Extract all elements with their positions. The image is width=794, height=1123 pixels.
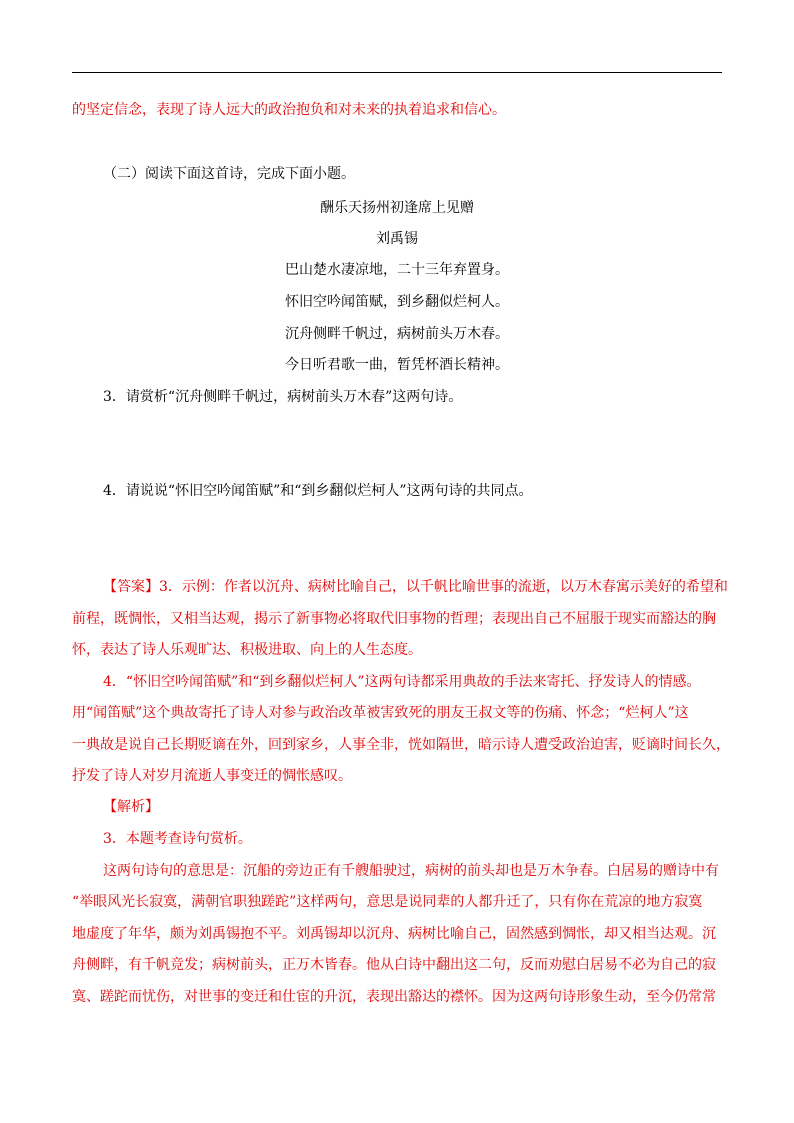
answer-line: 怀，表达了诗人乐观旷达、积极进取、向上的人生态度。 xyxy=(72,642,422,658)
poem-line: 今日听君歌一曲，暂凭杯酒长精神。 xyxy=(285,357,509,373)
answer-line: 用“闻笛赋”这个典故寄托了诗人对参与政治改革被害致死的朋友王叔文等的伤痛、怀念；“烂柯人”这 xyxy=(72,705,689,721)
answer-first-line xyxy=(103,577,728,597)
analysis-line: 地虚度了年华，颇为刘禹锡抱不平。刘禹锡却以沉舟、病树比喻自己，固然感到惆怅，却又相当达观。沉 xyxy=(72,926,716,942)
analysis-line: 3．本题考查诗句赏析。 xyxy=(103,831,252,847)
analysis-line: 这两句诗句的意思是：沉船的旁边正有千艘船驶过，病树的前头却也是万木争春。白居易的赠诗中有 xyxy=(103,863,719,879)
answer-line: 前程，既惆怅，又相当达观，揭示了新事物必将取代旧事物的哲理；表现出自己不屈服于现实而豁达的胸 xyxy=(72,611,716,627)
analysis-line: 寞、蹉跎而忧伤，对世事的变迁和仕宦的升沉，表现出豁达的襟怀。因为这两句诗形象生动，至今仍常常 xyxy=(72,989,716,1005)
answer-line: 抒发了诗人对岁月流逝人事变迁的惆怅感叹。 xyxy=(72,768,352,784)
poem-author: 刘禹锡 xyxy=(376,231,418,247)
analysis-line: “举眼风光长寂寞，满朝官职独蹉跎”这样两句，意思是说同辈的人都升迁了，只有你在荒凉的地方寂寞 xyxy=(72,894,703,910)
answer-line: 一典故是说自己长期贬谪在外，回到家乡，人事全非，恍如隔世，暗示诗人遭受政治迫害，贬谪时间长久， xyxy=(72,737,730,753)
analysis-label: 【解析】 xyxy=(103,799,159,815)
answer-label: 【答案】 xyxy=(103,579,159,595)
question-3: 3．请赏析“沉舟侧畔千帆过，病树前头万木春”这两句诗。 xyxy=(103,389,463,405)
answer-line: 4．“怀旧空吟闻笛赋”和“到乡翻似烂柯人”这两句诗都采用典故的手法来寄托、抒发诗人的情感。 xyxy=(103,674,701,690)
question-4: 4．请说说“怀旧空吟闻笛赋”和“到乡翻似烂柯人”这两句诗的共同点。 xyxy=(103,483,533,499)
answer-line: 3．示例：作者以沉舟、病树比喻自己，以千帆比喻世事的流逝，以万木春寓示美好的希望和 xyxy=(159,579,728,595)
poem-title: 酬乐天扬州初逢席上见赠 xyxy=(320,200,474,216)
section-instruction: （二）阅读下面这首诗，完成下面小题。 xyxy=(103,166,355,182)
poem-line: 怀旧空吟闻笛赋，到乡翻似烂柯人。 xyxy=(285,294,509,310)
continued-answer-line: 的坚定信念，表现了诗人远大的政治抱负和对未来的执着追求和信心。 xyxy=(72,102,506,118)
analysis-line: 舟侧畔，有千帆竞发；病树前头，正万木皆春。他从白诗中翻出这二句，反而劝慰白居易不必为自己的寂 xyxy=(72,957,716,973)
poem-line: 巴山楚水凄凉地，二十三年弃置身。 xyxy=(285,262,509,278)
poem-line: 沉舟侧畔千帆过，病树前头万木春。 xyxy=(285,326,509,342)
header-rule xyxy=(72,72,722,73)
